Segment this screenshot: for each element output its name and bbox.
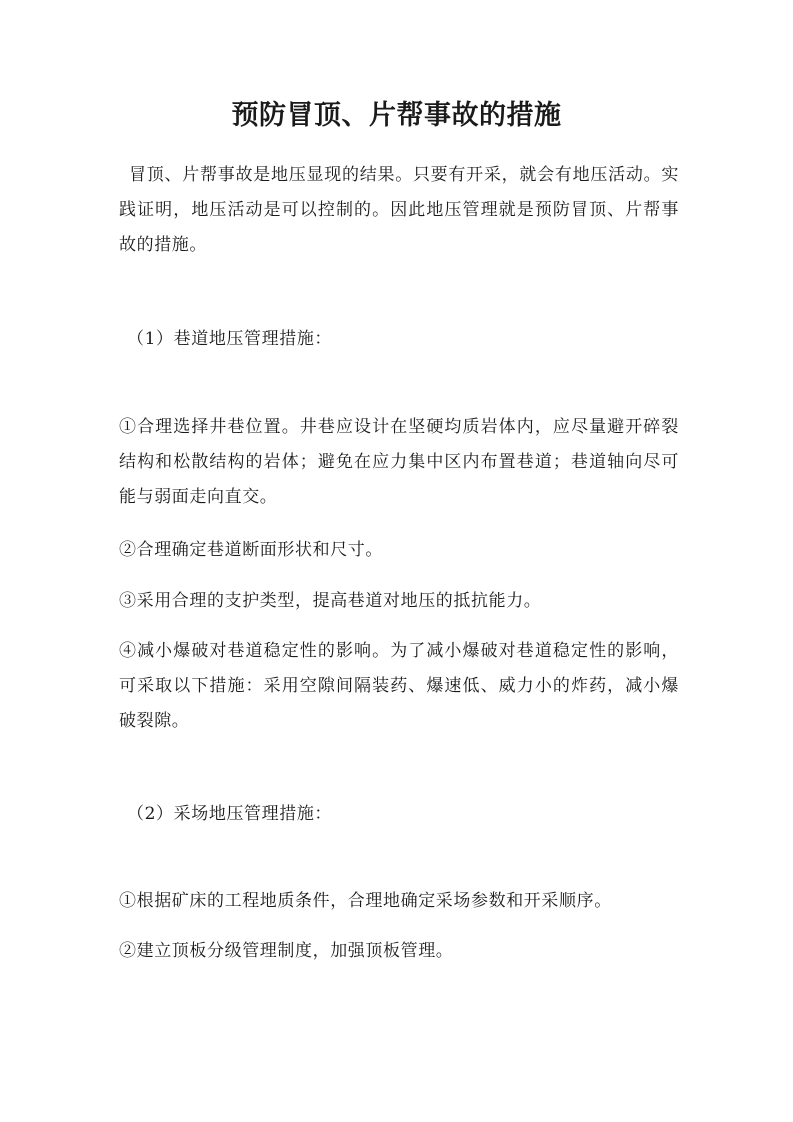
section-1-item-3: ③采用合理的支护类型，提高巷道对地压的抵抗能力。 (119, 591, 542, 611)
section-2-heading: （2）采场地压管理措施： (127, 804, 333, 824)
section-1-item-1: ①合理选择井巷位置。井巷应设计在坚硬均质岩体内，应尽量避开碎裂结构和松散结构的岩体；避免在应力集中区内布置巷道；巷道轴向尽可能与弱面走向直交。 (119, 417, 679, 507)
section-1-heading: （1）巷道地压管理措施： (127, 329, 333, 349)
section-1-item-2: ②合理确定巷道断面形状和尺寸。 (119, 540, 383, 560)
intro-paragraph: 冒顶、片帮事故是地压显现的结果。只要有开采，就会有地压活动。实践证明，地压活动是可以控制的。因此地压管理就是预防冒顶、片帮事故的措施。 (119, 165, 679, 255)
section-2-item-2: ②建立顶板分级管理制度，加强顶板管理。 (119, 941, 454, 961)
section-1-item-4: ④减小爆破对巷道稳定性的影响。为了减小爆破对巷道稳定性的影响，可采取以下措施：采用空隙间隔装药、爆速低、威力小的炸药，减小爆破裂隙。 (119, 641, 679, 731)
page-title: 预防冒顶、片帮事故的措施 (231, 100, 562, 131)
section-2-item-1: ①根据矿床的工程地质条件，合理地确定采场参数和开采顺序。 (119, 891, 612, 911)
